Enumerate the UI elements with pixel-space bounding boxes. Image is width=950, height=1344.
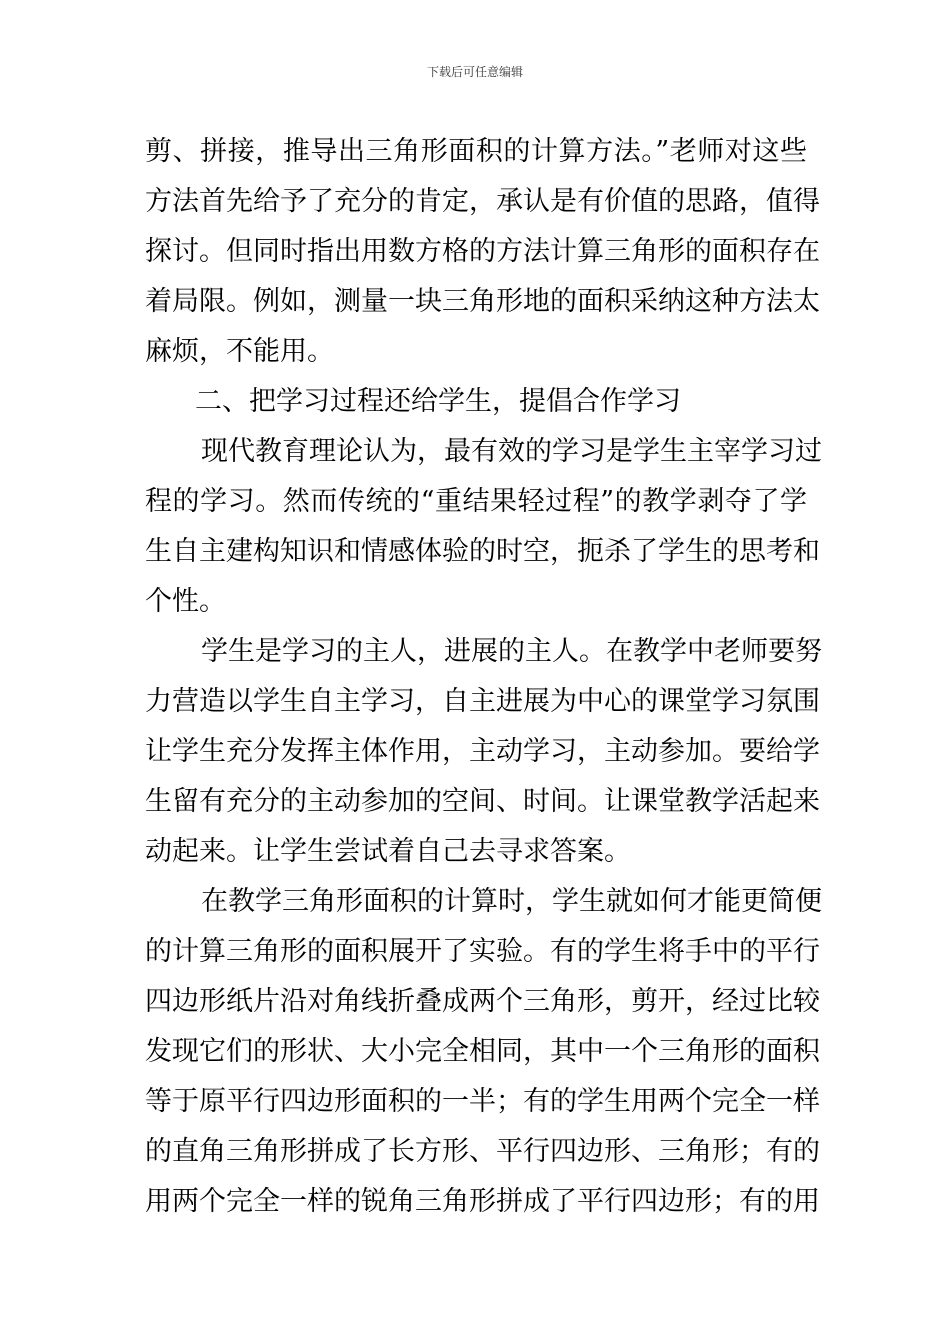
body-text-line: 个性。 [145, 586, 226, 617]
body-text-line: 的计算三角形的面积展开了实验。有的学生将手中的平行 [145, 936, 820, 967]
body-text-line: 麻烦，不能用。 [145, 336, 334, 367]
body-text-line: 的直角三角形拼成了长方形、平行四边形、三角形；有的 [145, 1136, 820, 1167]
body-text-line: 力营造以学生自主学习，自主进展为中心的课堂学习氛围 [145, 686, 820, 717]
page-header-note: 下载后可任意编辑 [426, 65, 523, 79]
body-text-line: 程的学习。然而传统的“重结果轻过程”的教学剥夺了学 [145, 486, 807, 517]
body-text-line: 剪、拼接，推导出三角形面积的计算方法。”老师对这些 [145, 136, 807, 167]
body-text-line: 四边形纸片沿对角线折叠成两个三角形，剪开，经过比较 [145, 986, 820, 1017]
body-text-line: 发现它们的形状、大小完全相同，其中一个三角形的面积 [145, 1036, 820, 1067]
body-text-line: 在教学三角形面积的计算时，学生就如何才能更简便 [201, 886, 822, 917]
document-body [145, 127, 822, 1227]
body-text-line: 现代教育理论认为，最有效的学习是学生主宰学习过 [201, 436, 822, 467]
body-text-line: 学生是学习的主人，进展的主人。在教学中老师要努 [201, 636, 822, 667]
body-text-line: 探讨。但同时指出用数方格的方法计算三角形的面积存在 [145, 236, 820, 267]
body-text-line: 方法首先给予了充分的肯定，承认是有价值的思路，值得 [145, 186, 820, 217]
body-text-line: 用两个完全一样的锐角三角形拼成了平行四边形；有的用 [145, 1186, 820, 1217]
body-text-line: 生留有充分的主动参加的空间、时间。让课堂教学活起来 [145, 786, 820, 817]
section-heading: 二、把学习过程还给学生，提倡合作学习 [195, 386, 681, 417]
body-text-line: 等于原平行四边形面积的一半；有的学生用两个完全一样 [145, 1086, 820, 1117]
body-text-line: 着局限。例如，测量一块三角形地的面积采纳这种方法太 [145, 286, 820, 317]
body-text-line: 生自主建构知识和情感体验的时空，扼杀了学生的思考和 [145, 536, 820, 567]
body-text-line: 让学生充分发挥主体作用，主动学习，主动参加。要给学 [145, 736, 820, 767]
body-text-line: 动起来。让学生尝试着自己去寻求答案。 [145, 836, 631, 867]
